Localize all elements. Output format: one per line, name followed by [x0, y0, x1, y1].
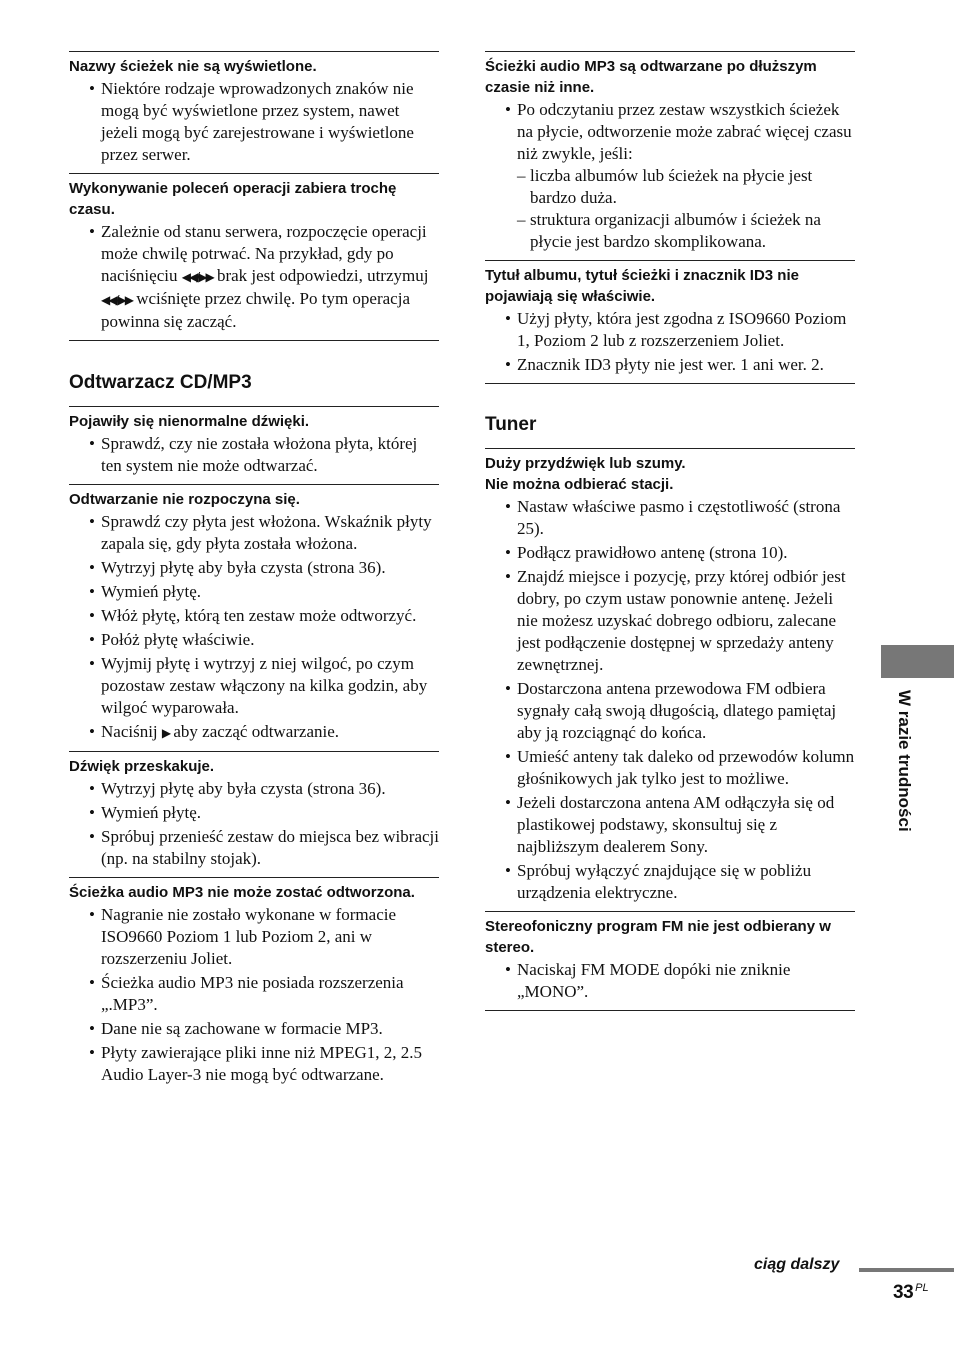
rewind-forward-icon: ◀◀/▶▶: [181, 270, 213, 284]
chapter-tab-label: W razie trudności: [895, 690, 914, 832]
divider: [485, 1010, 855, 1011]
bullet-item: • Wytrzyj płytę aby była czysta (strona 36).: [69, 557, 439, 579]
right-column: [485, 51, 855, 1011]
topic-track-names-not-displayed: [69, 51, 439, 173]
bullet-item: • Wymień płytę.: [69, 581, 439, 603]
topic-title: Ścieżka audio MP3 nie może zostać odtworzona.: [69, 884, 415, 901]
bullet-item: • Użyj płyty, która jest zgodna z ISO9660 Poziom 1, Poziom 2 lub z rozszerzeniem Joliet.: [485, 308, 855, 352]
bullet-item: • Podłącz prawidłowo antenę (strona 10).: [485, 542, 855, 564]
bullet-item: • Po odczytaniu przez zestaw wszystkich ścieżek na płycie, odtworzenie może zabrać więcej czasu niż zwykle, jeśli: – liczba albumów lub ścieżek na płycie jest bardzo duża. – struktura organizacji albumów i ścieżek na płycie jest bardzo skomplikowana.: [485, 99, 855, 253]
bullet-item: • Sprawdź czy płyta jest włożona. Wskaźnik płyty zapala się, gdy płyta została włożona.: [69, 511, 439, 555]
rewind-forward-icon: ◀◀/▶▶: [101, 293, 132, 307]
topic-title: Stereofoniczny program FM nie jest odbierany w stereo.: [485, 918, 831, 956]
dash-item: – liczba albumów lub ścieżek na płycie jest bardzo duża.: [517, 165, 855, 209]
topic-title: Duży przydźwięk lub szumy. Nie można odbierać stacji.: [485, 455, 686, 493]
bullet-item: • Nagranie nie zostało wykonane w formacie ISO9660 Poziom 1 lub Poziom 2, ani w rozszerzeniu Joliet.: [69, 904, 439, 970]
bullet-item: • Znacznik ID3 płyty nie jest wer. 1 ani wer. 2.: [485, 354, 855, 376]
dash-item: – struktura organizacji albumów i ścieżek na płycie jest bardzo skomplikowana.: [517, 209, 855, 253]
bullet-item: • Naciśnij ▶ aby zacząć odtwarzanie.: [69, 721, 439, 744]
topic-playback-does-not-start: [69, 484, 439, 751]
topic-title: Pojawiły się nienormalne dźwięki.: [69, 413, 310, 430]
bullet-item: • Naciskaj FM MODE dopóki nie zniknie „MONO”.: [485, 959, 855, 1003]
bullet-item: • Spróbuj przenieść zestaw do miejsca bez wibracji (np. na stabilny stojak).: [69, 826, 439, 870]
bullet-item: • Wymień płytę.: [69, 802, 439, 824]
chapter-tab-marker: [881, 645, 954, 678]
topic-fm-stereo: [485, 911, 855, 1010]
topic-title: Ścieżki audio MP3 są odtwarzane po dłuższym czasie niż inne.: [485, 58, 817, 96]
play-icon: ▶: [161, 726, 170, 740]
bullet-item: • Umieść anteny tak daleko od przewodów kolumn głośnikowych jak tylko jest to możliwe.: [485, 746, 855, 790]
topic-operations-take-time: [69, 173, 439, 340]
bullet-item: • Nastaw właściwe pasmo i częstotliwość (strona 25).: [485, 496, 855, 540]
topic-sound-skips: [69, 751, 439, 877]
section-heading-tuner: Tuner: [485, 414, 537, 435]
topic-mp3-cannot-play: [69, 877, 439, 1093]
bullet-item: • Znajdź miejsce i pozycję, przy której odbiór jest dobry, po czym ustaw ponownie antenę. Jeżeli nie możesz uzyskać dobrego odbioru, zalecane jest podłączenie dostępnej w sprzedaży anteny zewnętrznej.: [485, 566, 855, 676]
section-heading-cd-mp3: Odtwarzacz CD/MP3: [69, 372, 252, 393]
bullet-item: • Sprawdź, czy nie została włożona płyta, której ten system nie może odtwarzać.: [69, 433, 439, 477]
topic-mp3-slow-start: [485, 51, 855, 260]
bullet-item: • Wyjmij płytę i wytrzyj z niej wilgoć, po czym pozostaw zestaw włączony na kilka godzin, aby wilgoć wyparowała.: [69, 653, 439, 719]
bullet-item: • Dane nie są zachowane w formacie MP3.: [69, 1018, 439, 1040]
bullet-item: • Niektóre rodzaje wprowadzonych znaków nie mogą być wyświetlone przez system, nawet jeżeli mogą być zarejestrowane i wyświetlone przez serwer.: [69, 78, 439, 166]
topic-id3-not-displayed: [485, 260, 855, 383]
left-column: [69, 51, 439, 1093]
page-language-suffix: PL: [915, 1282, 929, 1294]
bullet-item: • Włóż płytę, którą ten zestaw może odtworzyć.: [69, 605, 439, 627]
bullet-item: • Płyty zawierające pliki inne niż MPEG1, 2, 2.5 Audio Layer-3 nie mogą być odtwarzane.: [69, 1042, 439, 1086]
bullet-item: • Połóż płytę właściwie.: [69, 629, 439, 651]
topic-abnormal-sounds: [69, 406, 439, 484]
continued-rule: [859, 1268, 954, 1272]
bullet-item: • Jeżeli dostarczona antena AM odłączyła się od plastikowej podstawy, skonsultuj się z najbliższym dealerem Sony.: [485, 792, 855, 858]
bullet-item: • Dostarczona antena przewodowa FM odbiera sygnały całą swoją długością, dlatego pamiętaj aby ją rozciągnąć do końca.: [485, 678, 855, 744]
bullet-item: • Wytrzyj płytę aby była czysta (strona 36).: [69, 778, 439, 800]
bullet-item: • Zależnie od stanu serwera, rozpoczęcie operacji może chwilę potrwać. Na przykład, gdy po naciśnięciu ◀◀/▶▶ brak jest odpowiedzi, utrzymuj ◀◀/▶▶ wciśnięte przez chwilę. Po tym operacja powinna się zacząć.: [69, 221, 439, 333]
continued-label: ciąg dalszy: [754, 1256, 840, 1273]
page-number: 33 $^{PL}$: [893, 1282, 929, 1303]
topic-title: Wykonywanie poleceń operacji zabiera trochę czasu.: [69, 180, 397, 218]
topic-hum-or-noise: [485, 448, 855, 911]
bullet-item: • Ścieżka audio MP3 nie posiada rozszerzenia „.MP3”.: [69, 972, 439, 1016]
topic-title: Nazwy ścieżek nie są wyświetlone.: [69, 58, 317, 75]
topic-title: Dźwięk przeskakuje.: [69, 758, 215, 775]
topic-title: Odtwarzanie nie rozpoczyna się.: [69, 491, 300, 508]
topic-title: Tytuł albumu, tytuł ścieżki i znacznik ID3 nie pojawiają się właściwie.: [485, 267, 799, 305]
bullet-item: • Spróbuj wyłączyć znajdujące się w pobliżu urządzenia elektryczne.: [485, 860, 855, 904]
